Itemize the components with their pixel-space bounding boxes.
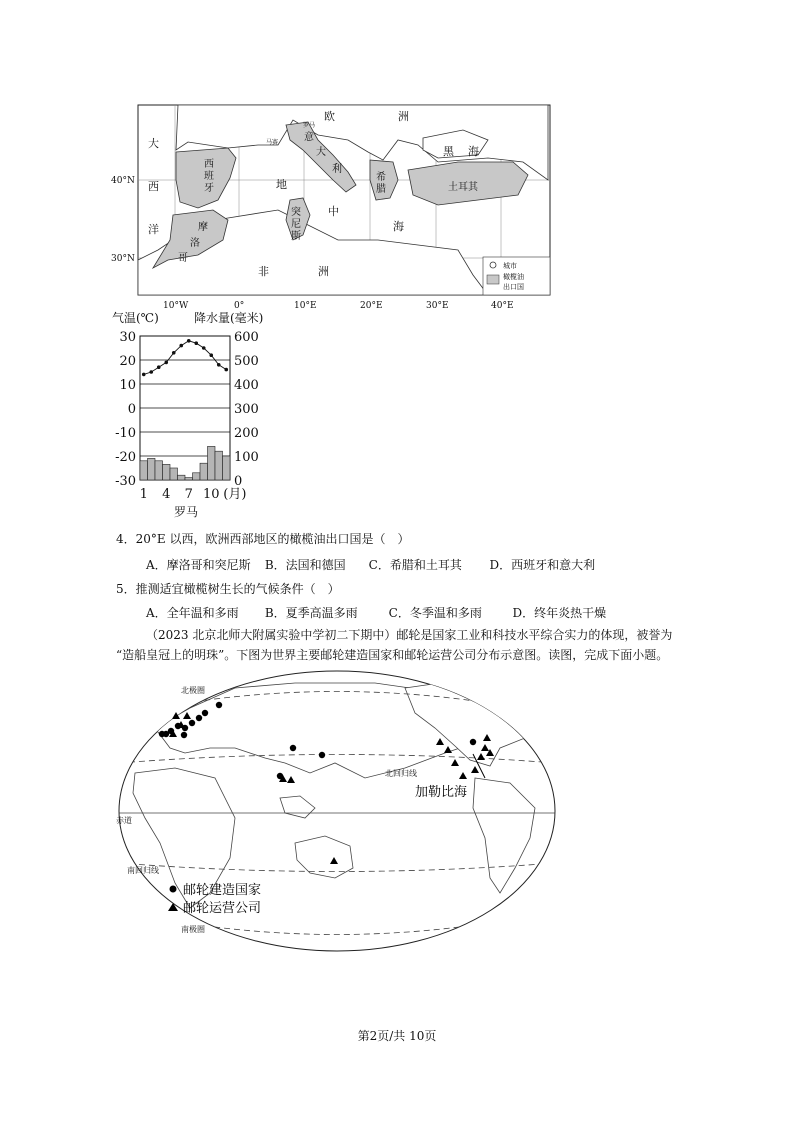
month-tick-label: 10 bbox=[202, 487, 220, 502]
temp-point bbox=[224, 368, 228, 372]
city-label-rome: 罗马 bbox=[303, 122, 316, 129]
lat-label: 30°N bbox=[111, 254, 135, 264]
temp-point bbox=[209, 353, 213, 357]
builder-dot-icon bbox=[216, 702, 222, 708]
precip-bar bbox=[178, 475, 186, 480]
q5-options bbox=[146, 605, 606, 621]
map1-region-label: 黑 bbox=[443, 145, 454, 158]
legend-city: 城市 bbox=[503, 262, 517, 270]
precip-tick-label: 500 bbox=[234, 354, 259, 369]
city-label-marseille: 马赛 bbox=[266, 139, 279, 146]
precip-bar bbox=[200, 463, 208, 480]
temp-point bbox=[179, 344, 183, 348]
mediterranean-map bbox=[111, 100, 568, 315]
builder-dot-icon bbox=[470, 739, 476, 745]
precip-tick-label: 300 bbox=[234, 402, 259, 417]
q5-option-b[interactable]: B．夏季高温多雨 bbox=[264, 606, 358, 620]
precip-bar bbox=[223, 456, 231, 480]
lon-label: 10°E bbox=[294, 301, 317, 311]
context-line-1: （2023 北京北师大附属实验中学初二下期中）邮轮是国家工业和科技水平综合实力的体现，被誉为 bbox=[146, 628, 673, 642]
temp-tick-label: -10 bbox=[115, 426, 136, 441]
builder-dot-icon bbox=[196, 715, 202, 721]
precip-tick-label: 400 bbox=[234, 378, 259, 393]
lat-label: 40°N bbox=[111, 176, 135, 186]
map1-region-label: 欧 bbox=[324, 110, 335, 123]
temp-axis-title: 气温(℃) bbox=[112, 311, 159, 325]
map1-region-label: 大 bbox=[148, 137, 159, 150]
antarctic-label: 南极圈 bbox=[181, 925, 205, 934]
builder-dot-icon bbox=[290, 745, 296, 751]
map1-region-label: 中 bbox=[328, 205, 339, 218]
spain-label: 班 bbox=[204, 171, 214, 182]
question-5: 5．推测适宜橄榄树生长的气候条件（ ） bbox=[116, 582, 340, 596]
temp-point bbox=[149, 370, 153, 374]
spain-label: 西 bbox=[204, 159, 214, 170]
context-line-2: “造船皇冠上的明珠”。下图为世界主要邮轮建造国家和邮轮运营公司分布示意图。读图，完成下面小题。 bbox=[116, 648, 669, 662]
precip-bar bbox=[155, 461, 163, 480]
question-4: 4．20°E 以西，欧洲西部地区的橄榄油出口国是（ ） bbox=[116, 532, 410, 546]
temp-point bbox=[217, 363, 221, 367]
lon-label: 30°E bbox=[426, 301, 449, 311]
context-paragraph bbox=[116, 625, 716, 665]
morocco-label: 洛 bbox=[190, 238, 200, 249]
lon-label: 20°E bbox=[360, 301, 383, 311]
temp-tick-label: 0 bbox=[127, 402, 136, 417]
tunisia-label: 突 bbox=[291, 207, 301, 218]
italy-label: 大 bbox=[316, 147, 326, 158]
italy-label: 利 bbox=[332, 164, 342, 175]
equator-label: 赤道 bbox=[116, 816, 132, 825]
map1-region-label: 洋 bbox=[148, 223, 159, 236]
builder-dot-icon bbox=[202, 710, 208, 716]
map1-region-label: 地 bbox=[276, 178, 287, 191]
precip-tick-label: 600 bbox=[234, 330, 259, 345]
map1-region-label: 非 bbox=[258, 265, 269, 278]
spain-label: 牙 bbox=[204, 183, 214, 194]
legend-operators: 邮轮运营公司 bbox=[183, 901, 262, 916]
precip-tick-label: 0 bbox=[234, 474, 243, 489]
lon-label: 10°W bbox=[163, 301, 189, 311]
q5-option-a[interactable]: A．全年温和多雨 bbox=[146, 606, 239, 620]
turkey-label: 土耳其 bbox=[448, 182, 478, 193]
temp-tick-label: 20 bbox=[119, 354, 136, 369]
builder-dot-icon bbox=[170, 886, 177, 893]
tunisia-label: 斯 bbox=[291, 231, 301, 242]
legend-exporter: 出口国 bbox=[503, 283, 524, 291]
precip-bar bbox=[148, 458, 156, 480]
precip-bar bbox=[208, 446, 216, 480]
precip-bar bbox=[185, 478, 193, 480]
builder-dot-icon bbox=[181, 732, 187, 738]
chart-city-label: 罗马 bbox=[174, 505, 199, 519]
world-cruise-map bbox=[115, 668, 560, 958]
q4-option-d[interactable]: D．西班牙和意大利 bbox=[489, 558, 596, 572]
temp-point bbox=[157, 365, 161, 369]
precip-bar bbox=[170, 468, 178, 480]
q5-option-d[interactable]: D．终年炎热干燥 bbox=[512, 606, 607, 620]
q4-options bbox=[146, 557, 595, 573]
greece-label: 腊 bbox=[376, 184, 386, 195]
temp-tick-label: -20 bbox=[115, 450, 136, 465]
map1-region-label: 洲 bbox=[398, 110, 409, 123]
month-tick-label: 1 bbox=[139, 487, 148, 502]
map1-region-label: 洲 bbox=[318, 265, 329, 278]
precip-bar bbox=[193, 473, 201, 480]
q4-option-b[interactable]: B．法国和德国 bbox=[264, 558, 346, 572]
q4-option-a[interactable]: A．摩洛哥和突尼斯 bbox=[146, 558, 251, 572]
temp-tick-label: 30 bbox=[119, 330, 136, 345]
temp-tick-label: -30 bbox=[115, 474, 136, 489]
builder-dot-icon bbox=[319, 752, 325, 758]
rome-climate-chart bbox=[110, 308, 285, 520]
month-tick-label: 4 bbox=[162, 487, 171, 502]
legend-builders: 邮轮建造国家 bbox=[183, 883, 262, 898]
map1-region-label: 海 bbox=[468, 145, 479, 158]
precip-bar bbox=[163, 464, 171, 480]
caribbean-label: 加勒比海 bbox=[415, 785, 468, 800]
exporter-swatch-icon bbox=[487, 275, 499, 284]
greece-label: 希 bbox=[376, 172, 386, 183]
precip-bar bbox=[215, 451, 223, 480]
arctic-label: 北极圈 bbox=[181, 686, 205, 695]
map1-region-label: 海 bbox=[393, 220, 404, 233]
italy-label: 意 bbox=[304, 132, 314, 143]
month-unit-label: (月) bbox=[223, 487, 247, 502]
month-tick-label: 7 bbox=[184, 487, 193, 502]
morocco-label: 摩 bbox=[198, 222, 208, 233]
lon-label: 0° bbox=[234, 301, 245, 311]
tunisia-label: 尼 bbox=[291, 219, 301, 230]
map1-legend bbox=[483, 257, 550, 295]
map1-region-label: 西 bbox=[148, 180, 159, 193]
q5-option-c[interactable]: C．冬季温和多雨 bbox=[388, 606, 482, 620]
tropic-capricorn-label: 南回归线 bbox=[127, 866, 159, 875]
city-marker-icon bbox=[490, 262, 496, 268]
temp-point bbox=[142, 373, 146, 377]
temp-point bbox=[172, 351, 176, 355]
page-number: 第2页/共 10页 bbox=[357, 1029, 437, 1043]
morocco-label: 哥 bbox=[178, 253, 188, 264]
builder-dot-icon bbox=[189, 720, 195, 726]
precip-bar bbox=[140, 461, 148, 480]
precip-tick-label: 100 bbox=[234, 450, 259, 465]
precip-tick-label: 200 bbox=[234, 426, 259, 441]
temp-point bbox=[164, 361, 168, 365]
q4-option-c[interactable]: C．希腊和土耳其 bbox=[368, 558, 462, 572]
temp-tick-label: 10 bbox=[119, 378, 136, 393]
precip-axis-title: 降水量(毫米) bbox=[194, 311, 264, 325]
temp-point bbox=[187, 339, 191, 343]
tropic-cancer-label: 北回归线 bbox=[385, 769, 417, 778]
legend-exporter: 橄榄油 bbox=[503, 273, 524, 281]
lon-label: 40°E bbox=[491, 301, 514, 311]
temp-point bbox=[194, 341, 198, 345]
temp-point bbox=[202, 346, 206, 350]
